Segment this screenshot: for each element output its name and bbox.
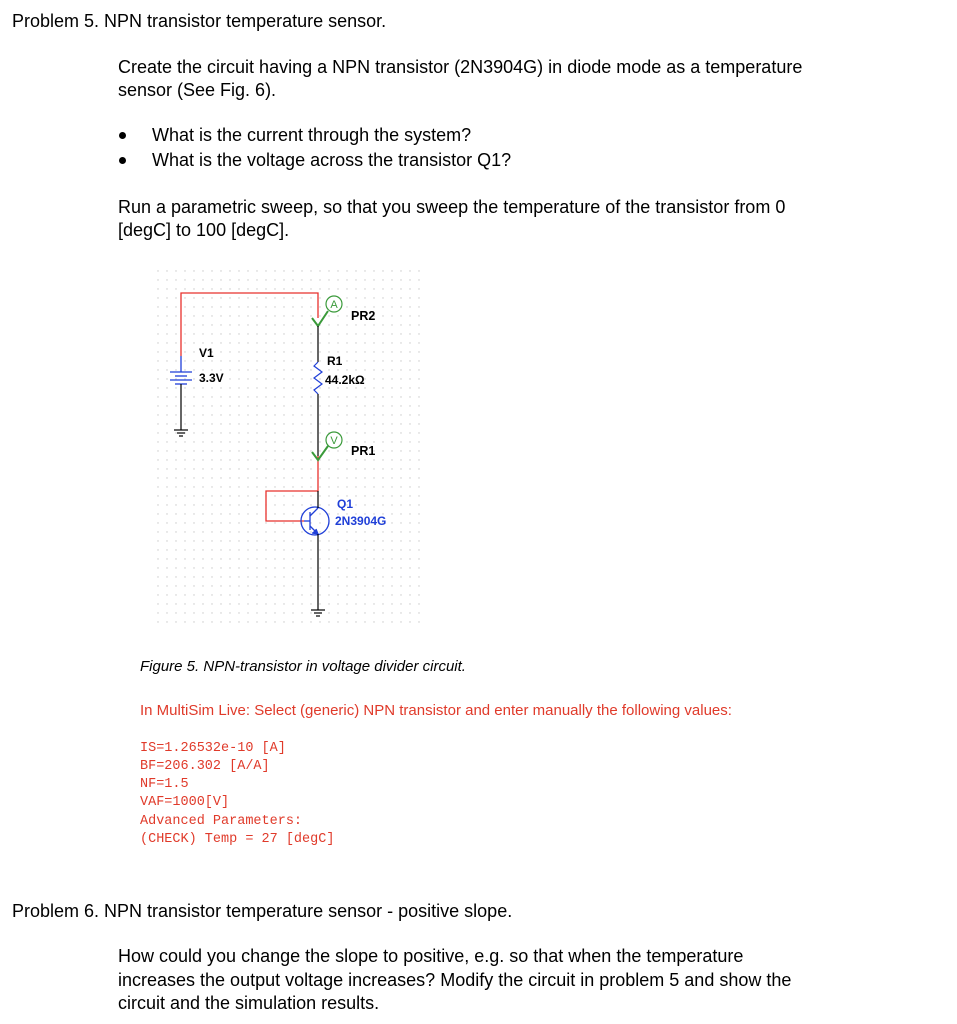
multisim-note: In MultiSim Live: Select (generic) NPN transistor and enter manually the following values: — [140, 702, 732, 719]
sweep-line1: Run a parametric sweep, so that you sweep the temperature of the transistor from 0 — [118, 197, 786, 217]
param-advanced: Advanced Parameters: — [140, 814, 303, 829]
problem5-intro-line2: sensor (See Fig. 6). — [118, 80, 277, 100]
param-temp: (CHECK) Temp = 27 [degC] — [140, 832, 335, 847]
svg-text:V: V — [330, 435, 338, 447]
param-vaf: VAF=1000[V] — [140, 795, 230, 810]
pr1-label: PR1 — [351, 444, 376, 458]
problem5-intro-line1: Create the circuit having a NPN transistor (2N3904G) in diode mode as a temperature — [118, 57, 803, 77]
pr2-label: PR2 — [351, 309, 376, 323]
param-nf: NF=1.5 — [140, 777, 189, 792]
schematic-grid — [155, 268, 425, 628]
problem6-line2: increases the output voltage increases? Modify the circuit in problem 5 and show the — [118, 970, 792, 990]
r1-label: R1 — [327, 354, 343, 368]
figure-caption: Figure 5. NPN-transistor in voltage divider circuit. — [140, 658, 466, 675]
r1-value: 44.2kΩ — [325, 373, 365, 387]
bullet-icon — [119, 157, 126, 164]
problem6-line1: How could you change the slope to positive, e.g. so that when the temperature — [118, 946, 744, 966]
sweep-line2: [degC] to 100 [degC]. — [118, 220, 290, 240]
v1-value: 3.3V — [199, 371, 224, 385]
problem6-line3: circuit and the simulation results. — [118, 993, 380, 1013]
q1-label: Q1 — [337, 497, 354, 511]
bullet-icon — [119, 132, 126, 139]
param-bf: BF=206.302 [A/A] — [140, 759, 270, 774]
circuit-schematic — [150, 262, 430, 632]
problem6-heading: Problem 6. NPN transistor temperature sensor - positive slope. — [12, 901, 513, 921]
param-is: IS=1.26532e-10 [A] — [140, 741, 286, 756]
problem5-heading: Problem 5. NPN transistor temperature sensor. — [12, 11, 387, 31]
v1-label: V1 — [199, 346, 214, 360]
question-1: What is the current through the system? — [152, 125, 472, 145]
question-2: What is the voltage across the transistor Q1? — [152, 150, 512, 170]
q1-model: 2N3904G — [335, 514, 387, 528]
svg-text:A: A — [330, 299, 338, 311]
